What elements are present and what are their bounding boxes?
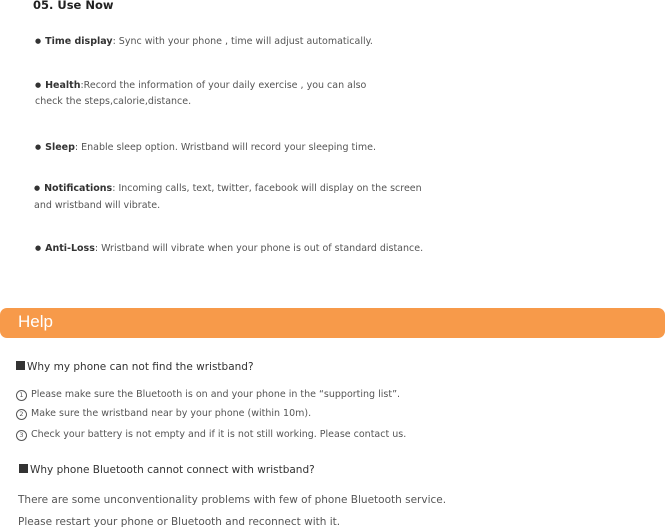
bullet-icon: ● <box>35 37 42 45</box>
faq-step-3 <box>16 429 406 441</box>
faq-answer-line-2: Please restart your phone or Bluetooth and reconnect with it. <box>18 516 341 528</box>
feature-sleep <box>35 139 376 156</box>
bullet-icon: ● <box>35 143 42 151</box>
circled-number-icon: 3 <box>16 430 27 441</box>
bullet-icon: ● <box>35 81 42 89</box>
help-label: Help <box>18 312 53 331</box>
feature-text: :Record the information of your daily exercise , you can also <box>80 80 367 91</box>
feature-text: : Incoming calls, text, twitter, facebook will display on the screen <box>112 183 422 194</box>
bullet-icon: ● <box>35 244 42 252</box>
question-text: Why phone Bluetooth cannot connect with wristband? <box>30 464 315 476</box>
feature-keyword: Health <box>45 80 81 91</box>
faq-question-1 <box>16 361 254 373</box>
square-bullet-icon <box>16 361 25 370</box>
feature-text: : Enable sleep option. Wristband will record your sleeping time. <box>74 142 376 153</box>
square-bullet-icon <box>19 464 28 473</box>
feature-keyword: Sleep <box>45 142 75 153</box>
feature-text: : Wristband will vibrate when your phone is out of standard distance. <box>94 243 424 254</box>
feature-health <box>35 77 366 94</box>
step-text: Please make sure the Bluetooth is on and your phone in the “supporting list”. <box>31 389 401 400</box>
feature-text: : Sync with your phone , time will adjust automatically. <box>112 36 373 47</box>
feature-keyword: Notifications <box>44 183 113 194</box>
step-text: Make sure the wristband near by your phone (within 10m). <box>31 408 312 419</box>
feature-health-continued: check the steps,calorie,distance. <box>35 96 192 107</box>
faq-question-2 <box>19 464 315 476</box>
bullet-icon: ● <box>34 184 41 192</box>
feature-notifications <box>34 180 422 197</box>
feature-keyword: Time display <box>45 36 113 47</box>
step-text: Check your battery is not empty and if it is not still working. Please contact us. <box>31 429 407 440</box>
question-text: Why my phone can not find the wristband? <box>27 361 254 373</box>
circled-number-icon: 1 <box>16 390 27 401</box>
feature-anti-loss <box>35 240 423 257</box>
feature-keyword: Anti-Loss <box>45 243 95 254</box>
section-title: 05. Use Now <box>33 0 114 12</box>
faq-answer-line-1: There are some unconventionality problems with few of phone Bluetooth service. <box>18 494 447 506</box>
feature-time-display <box>35 33 373 50</box>
faq-step-1 <box>16 389 400 401</box>
feature-notifications-continued: and wristband will vibrate. <box>34 200 161 211</box>
circled-number-icon: 2 <box>16 409 27 420</box>
faq-step-2 <box>16 408 311 420</box>
help-banner <box>0 308 665 338</box>
